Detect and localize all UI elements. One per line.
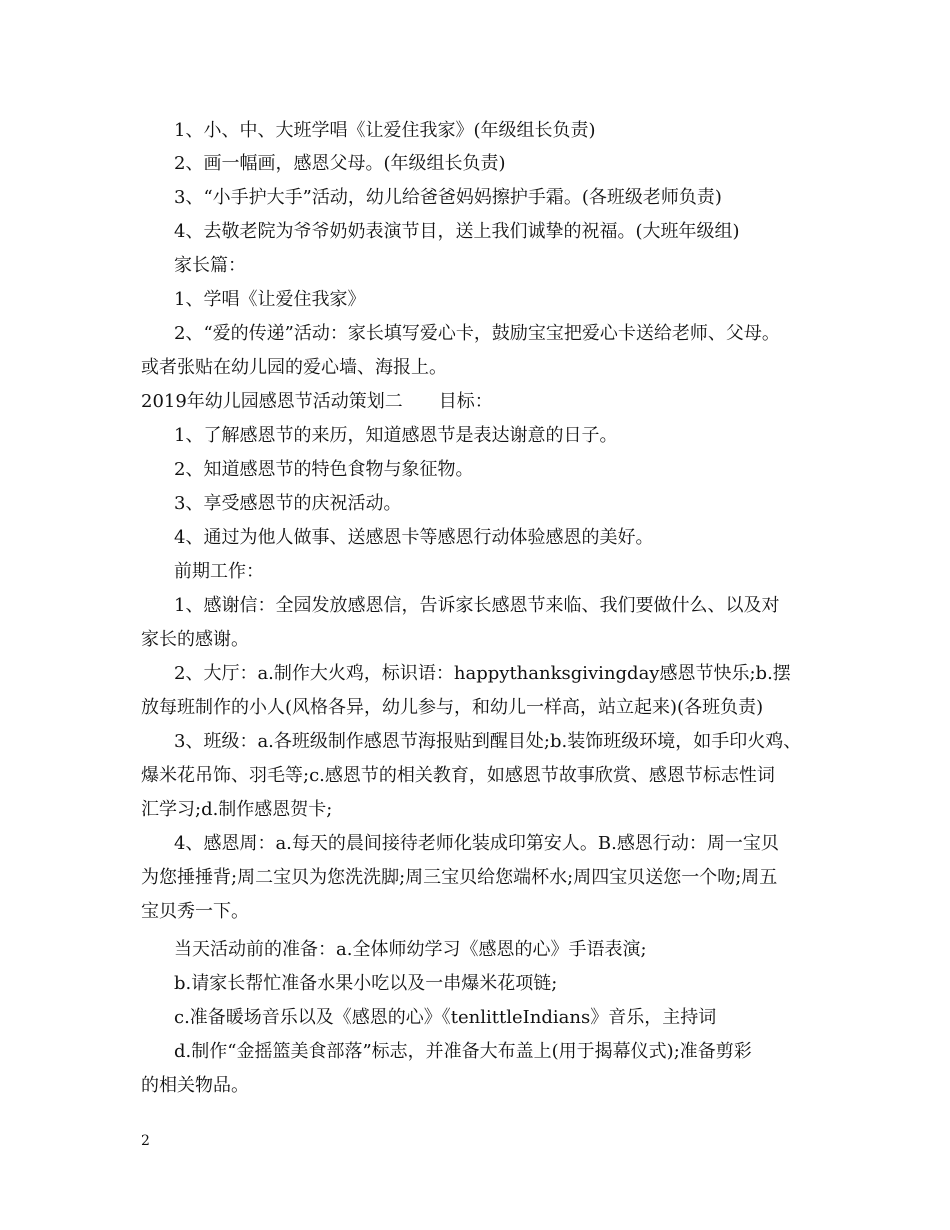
text-line: 的相关物品。 bbox=[141, 1075, 249, 1096]
text-line: 或者张贴在幼儿园的爱心墙、海报上。 bbox=[141, 357, 447, 378]
text-line: 1、感谢信：全园发放感恩信，告诉家长感恩节来临、我们要做什么、以及对 bbox=[174, 595, 780, 616]
text-line: 1、小、中、大班学唱《让爱住我家》(年级组长负责) bbox=[174, 120, 596, 141]
text-line: 2、知道感恩节的特色食物与象征物。 bbox=[174, 459, 474, 480]
text-line: 4、通过为他人做事、送感恩卡等感恩行动体验感恩的美好。 bbox=[174, 527, 654, 548]
text-line: 1、学唱《让爱住我家》 bbox=[174, 289, 366, 310]
text-line: 爆米花吊饰、羽毛等;c.感恩节的相关教育，如感恩节故事欣赏、感恩节标志性词 bbox=[141, 765, 775, 786]
text-line: 汇学习;d.制作感恩贺卡; bbox=[141, 799, 333, 820]
text-line: 1、了解感恩节的来历，知道感恩节是表达谢意的日子。 bbox=[174, 425, 618, 446]
text-line: 家长的感谢。 bbox=[141, 629, 249, 650]
text-line: c.准备暖场音乐以及《感恩的心》《tenlittleIndians》音乐，主持词 bbox=[174, 1007, 717, 1028]
section-heading: 前期工作： bbox=[174, 561, 264, 582]
text-line: 4、去敬老院为爷爷奶奶表演节目，送上我们诚挚的祝福。(大班年级组) bbox=[174, 221, 740, 242]
text-line: 当天活动前的准备：a.全体师幼学习《感恩的心》手语表演; bbox=[174, 939, 647, 960]
text-line: 宝贝秀一下。 bbox=[141, 901, 249, 922]
section-title: 2019年幼儿园感恩节活动策划二 目标： bbox=[141, 391, 493, 412]
text-line: 2、画一幅画，感恩父母。(年级组长负责) bbox=[174, 153, 506, 174]
text-line: b.请家长帮忙准备水果小吃以及一串爆米花项链; bbox=[174, 973, 558, 994]
text-line: 3、享受感恩节的庆祝活动。 bbox=[174, 493, 402, 514]
section-heading: 家长篇： bbox=[174, 255, 246, 276]
text-line: 放每班制作的小人(风格各异，幼儿参与，和幼儿一样高，站立起来)(各班负责) bbox=[141, 697, 764, 718]
text-line: 2、“爱的传递”活动：家长填写爱心卡，鼓励宝宝把爱心卡送给老师、父母。 bbox=[174, 323, 780, 344]
text-line: d.制作“金摇篮美食部落”标志，并准备大布盖上(用于揭幕仪式);准备剪彩 bbox=[174, 1041, 752, 1062]
text-line: 4、感恩周：a.每天的晨间接待老师化装成印第安人。B.感恩行动：周一宝贝 bbox=[174, 833, 779, 854]
text-line: 2、大厅：a.制作大火鸡，标识语：happythanksgivingday感恩节快乐;b.摆 bbox=[174, 663, 791, 684]
text-line: 3、班级：a.各班级制作感恩节海报贴到醒目处;b.装饰班级环境，如手印火鸡、 bbox=[174, 731, 802, 752]
text-line: 为您捶捶背;周二宝贝为您洗洗脚;周三宝贝给您端杯水;周四宝贝送您一个吻;周五 bbox=[141, 867, 778, 888]
text-line: 3、“小手护大手”活动，幼儿给爸爸妈妈擦护手霜。(各班级老师负责) bbox=[174, 187, 722, 208]
page-number: 2 bbox=[141, 1133, 150, 1149]
